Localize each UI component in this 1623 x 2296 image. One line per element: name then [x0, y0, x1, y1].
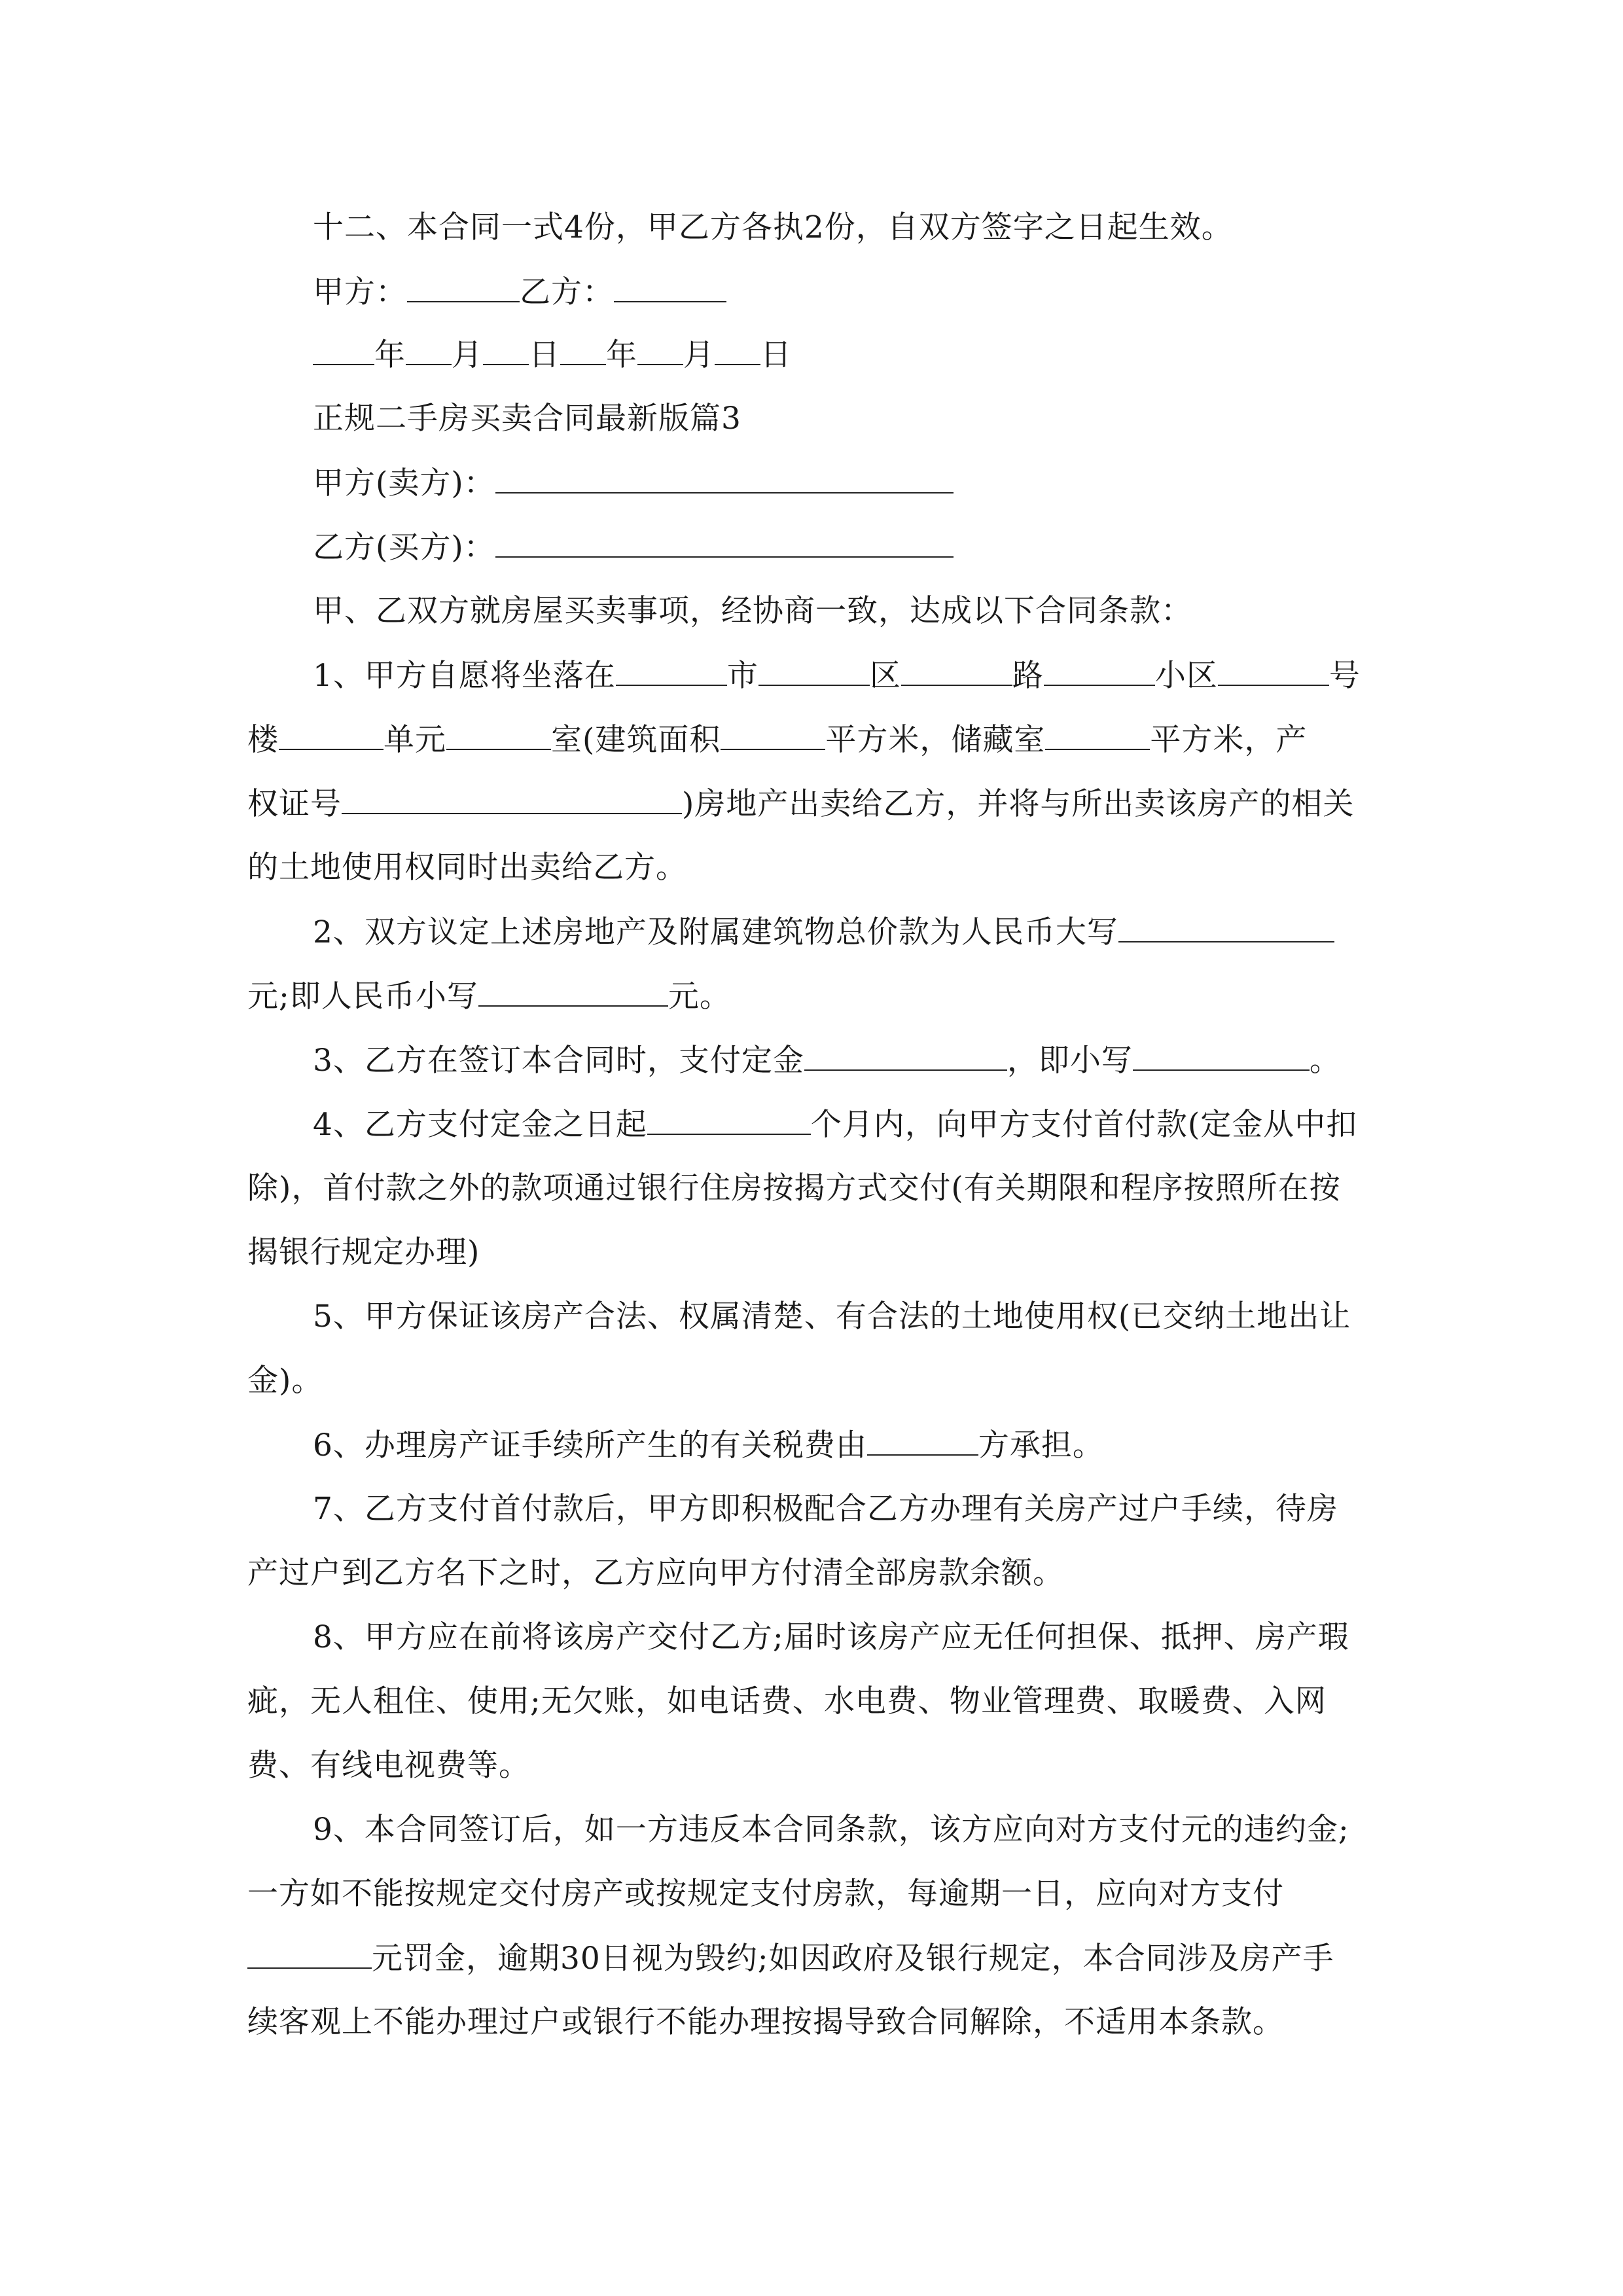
clause-9-line-3: 元罚金，逾期30日视为毁约;如因政府及银行规定，本合同涉及房产手: [247, 1939, 1334, 1979]
blank-line: [715, 335, 760, 365]
blank-line: [407, 272, 520, 302]
clause-9-line-1: 9、本合同签订后，如一方违反本合同条款，该方应向对方支付元的违约金;: [313, 1812, 1349, 1848]
clause-4-line-2: 除)，首付款之外的款项通过银行住房按揭方式交付(有关期限和程序按照所在按: [247, 1170, 1341, 1206]
clause-2-line-2: 元;即人民币小写 元。: [247, 977, 731, 1016]
clause-5-line-2: 金)。: [247, 1363, 323, 1399]
signature-line: 甲方： 乙方：: [313, 272, 726, 312]
seller-line: 甲方(卖方)：: [313, 463, 954, 503]
blank-line: [616, 656, 727, 686]
blank-line: [342, 784, 682, 814]
blank-line: [637, 335, 683, 365]
blank-line: [446, 720, 551, 750]
blank-line: [721, 720, 825, 750]
blank-line: [901, 656, 1012, 686]
clause-9-line-4: 续客观上不能办理过户或银行不能办理按揭导致合同解除，不适用本条款。: [247, 2004, 1284, 2040]
clause-4-line-1: 4、乙方支付定金之日起 个月内，向甲方支付首付款(定金从中扣: [313, 1105, 1357, 1145]
clause-9-line-2: 一方如不能按规定交付房产或按规定支付房款，每逾期一日，应向对方支付: [247, 1876, 1284, 1912]
blank-line: [1118, 912, 1334, 942]
clause-12: 十二、本合同一式4份，甲乙方各执2份，自双方签字之日起生效。: [313, 209, 1233, 245]
blank-line: [1045, 720, 1150, 750]
buyer-line: 乙方(买方)：: [313, 528, 954, 567]
blank-line: [483, 335, 529, 365]
clause-2-line-1: 2、双方议定上述房地产及附属建筑物总价款为人民币大写: [313, 912, 1334, 952]
blank-line: [1133, 1041, 1310, 1071]
blank-line: [647, 1105, 811, 1135]
blank-line: [804, 1041, 1007, 1071]
blank-line: [279, 720, 383, 750]
clause-8-line-1: 8、甲方应在前将该房产交付乙方;届时该房产应无任何担保、抵押、房产瑕: [313, 1619, 1349, 1655]
blank-line: [313, 335, 374, 365]
clause-7-line-1: 7、乙方支付首付款后，甲方即积极配合乙方办理有关房产过户手续，待房: [313, 1491, 1338, 1527]
blank-line: [247, 1939, 372, 1969]
intro-paragraph: 甲、乙双方就房屋买卖事项，经协商一致，达成以下合同条款：: [313, 593, 1192, 629]
blank-line: [1044, 656, 1155, 686]
clause-8-line-3: 费、有线电视费等。: [247, 1748, 530, 1784]
blank-line: [560, 335, 606, 365]
date-line: 年 月 日 年 月 日: [313, 335, 792, 375]
clause-3: 3、乙方在签订本合同时，支付定金 ，即小写 。: [313, 1041, 1341, 1081]
blank-line: [495, 528, 954, 558]
clause-1-line-2: 楼 单元 室(建筑面积 平方米，储藏室 平方米，产: [247, 720, 1307, 760]
clause-1-line-4: 的土地使用权同时出卖给乙方。: [247, 850, 687, 886]
blank-line: [406, 335, 452, 365]
blank-line: [495, 463, 954, 493]
clause-1-line-1: 1、甲方自愿将坐落在 市 区 路 小区 号: [313, 656, 1361, 696]
blank-line: [1218, 656, 1329, 686]
blank-line: [758, 656, 870, 686]
section-title: 正规二手房买卖合同最新版篇3: [313, 401, 741, 437]
clause-7-line-2: 产过户到乙方名下之时，乙方应向甲方付清全部房款余额。: [247, 1555, 1064, 1591]
clause-8-line-2: 疵，无人租住、使用;无欠账，如电话费、水电费、物业管理费、取暖费、入网: [247, 1683, 1327, 1719]
blank-line: [867, 1426, 978, 1456]
clause-4-line-3: 揭银行规定办理): [247, 1234, 480, 1270]
blank-line: [478, 977, 668, 1007]
clause-1-line-3: 权证号 )房地产出卖给乙方，并将与所出卖该房产的相关: [247, 784, 1354, 824]
clause-5-line-1: 5、甲方保证该房产合法、权属清楚、有合法的土地使用权(已交纳土地出让: [313, 1299, 1351, 1335]
blank-line: [614, 272, 726, 302]
clause-6: 6、办理房产证手续所产生的有关税费由 方承担。: [313, 1426, 1104, 1465]
